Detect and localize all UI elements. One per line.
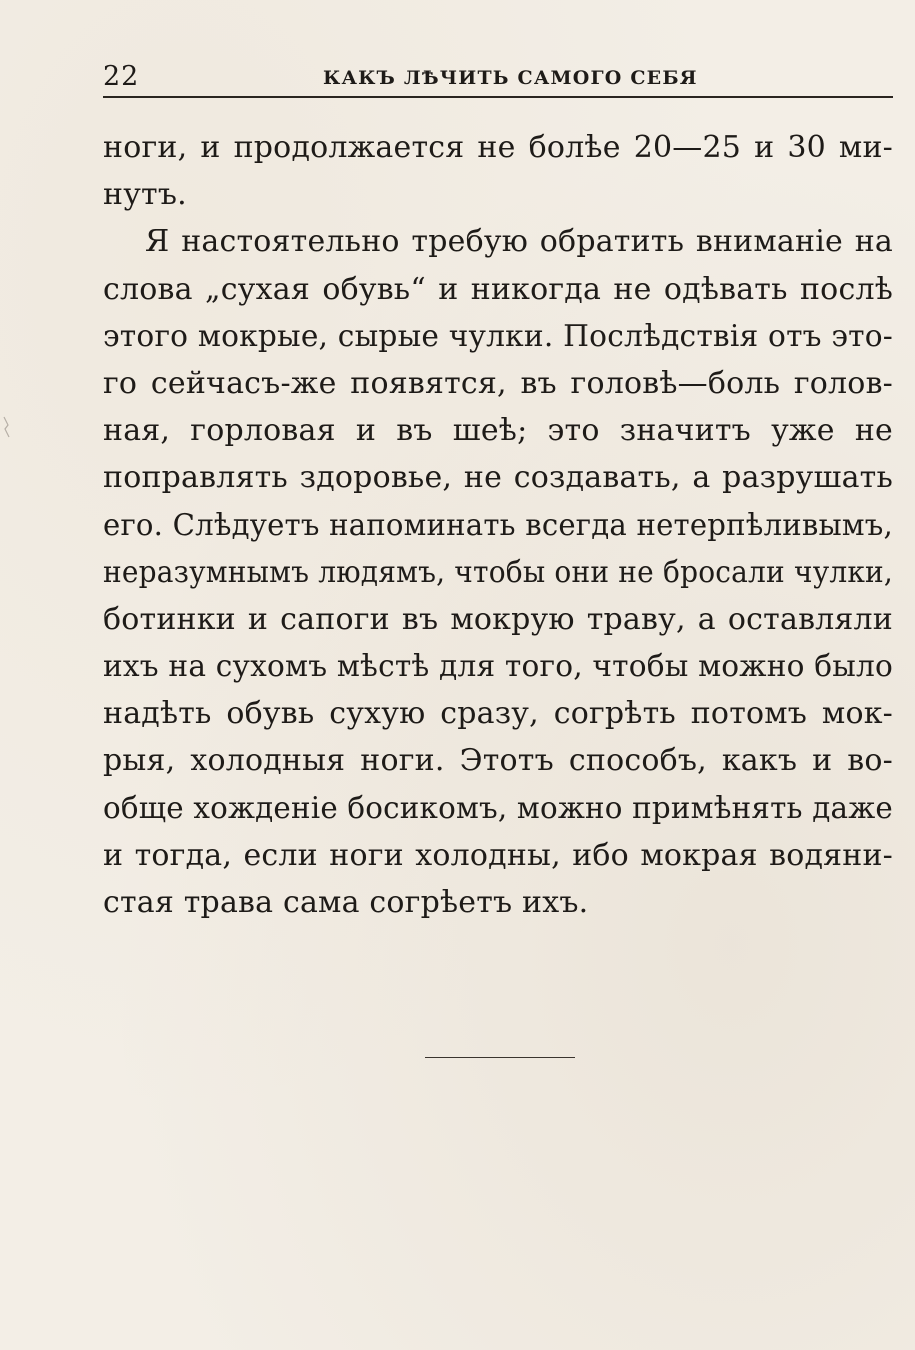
text-line: его. Слѣдуетъ напоминать всегда нетерпѣливымъ, xyxy=(103,507,894,543)
body-text xyxy=(103,124,893,926)
text-line: нутъ. xyxy=(103,177,187,213)
text-line: неразумнымъ людямъ, чтобы они не бросали чулки, xyxy=(103,554,894,590)
page-header xyxy=(103,60,893,96)
text-line: ная, горловая и въ шеѣ; это значитъ уже не xyxy=(103,413,893,449)
text-line: ихъ на сухомъ мѣстѣ для того, чтобы можно было xyxy=(103,649,893,685)
section-end-rule xyxy=(425,1057,575,1058)
text-line: стая трава сама согрѣетъ ихъ. xyxy=(103,885,589,920)
text-line: ботинки и сапоги въ мокрую траву, а оставляли xyxy=(103,601,893,637)
text-line: надѣть обувь сухую сразу, согрѣть потомъ мок- xyxy=(103,696,893,732)
text-line: этого мокрые, сырые чулки. Послѣдствія отъ это- xyxy=(103,318,894,354)
text-line: и тогда, если ноги холодны, ибо мокрая водяни- xyxy=(103,837,893,873)
page-number: 22 xyxy=(103,61,140,92)
text-line: рыя, холодныя ноги. Этотъ способъ, какъ и во- xyxy=(103,743,893,779)
header-rule xyxy=(103,96,893,98)
text-line: обще хожденіе босикомъ, можно примѣнять даже xyxy=(103,790,893,826)
text-line: го сейчасъ-же появятся, въ головѣ—боль голов- xyxy=(103,365,893,401)
running-title: КАКЪ ЛѢЧИТЬ САМОГО СЕБЯ xyxy=(323,67,698,89)
margin-mark-icon xyxy=(2,415,12,439)
text-line: поправлять здоровье, не создавать, а разрушать xyxy=(103,460,893,496)
text-line: ноги, и продолжается не болѣе 20—25 и 30 ми- xyxy=(103,130,893,165)
text-line: Я настоятельно требую обратить вниманіе на xyxy=(145,224,893,260)
text-line: слова „сухая обувь“ и никогда не одѣвать послѣ xyxy=(103,271,893,307)
